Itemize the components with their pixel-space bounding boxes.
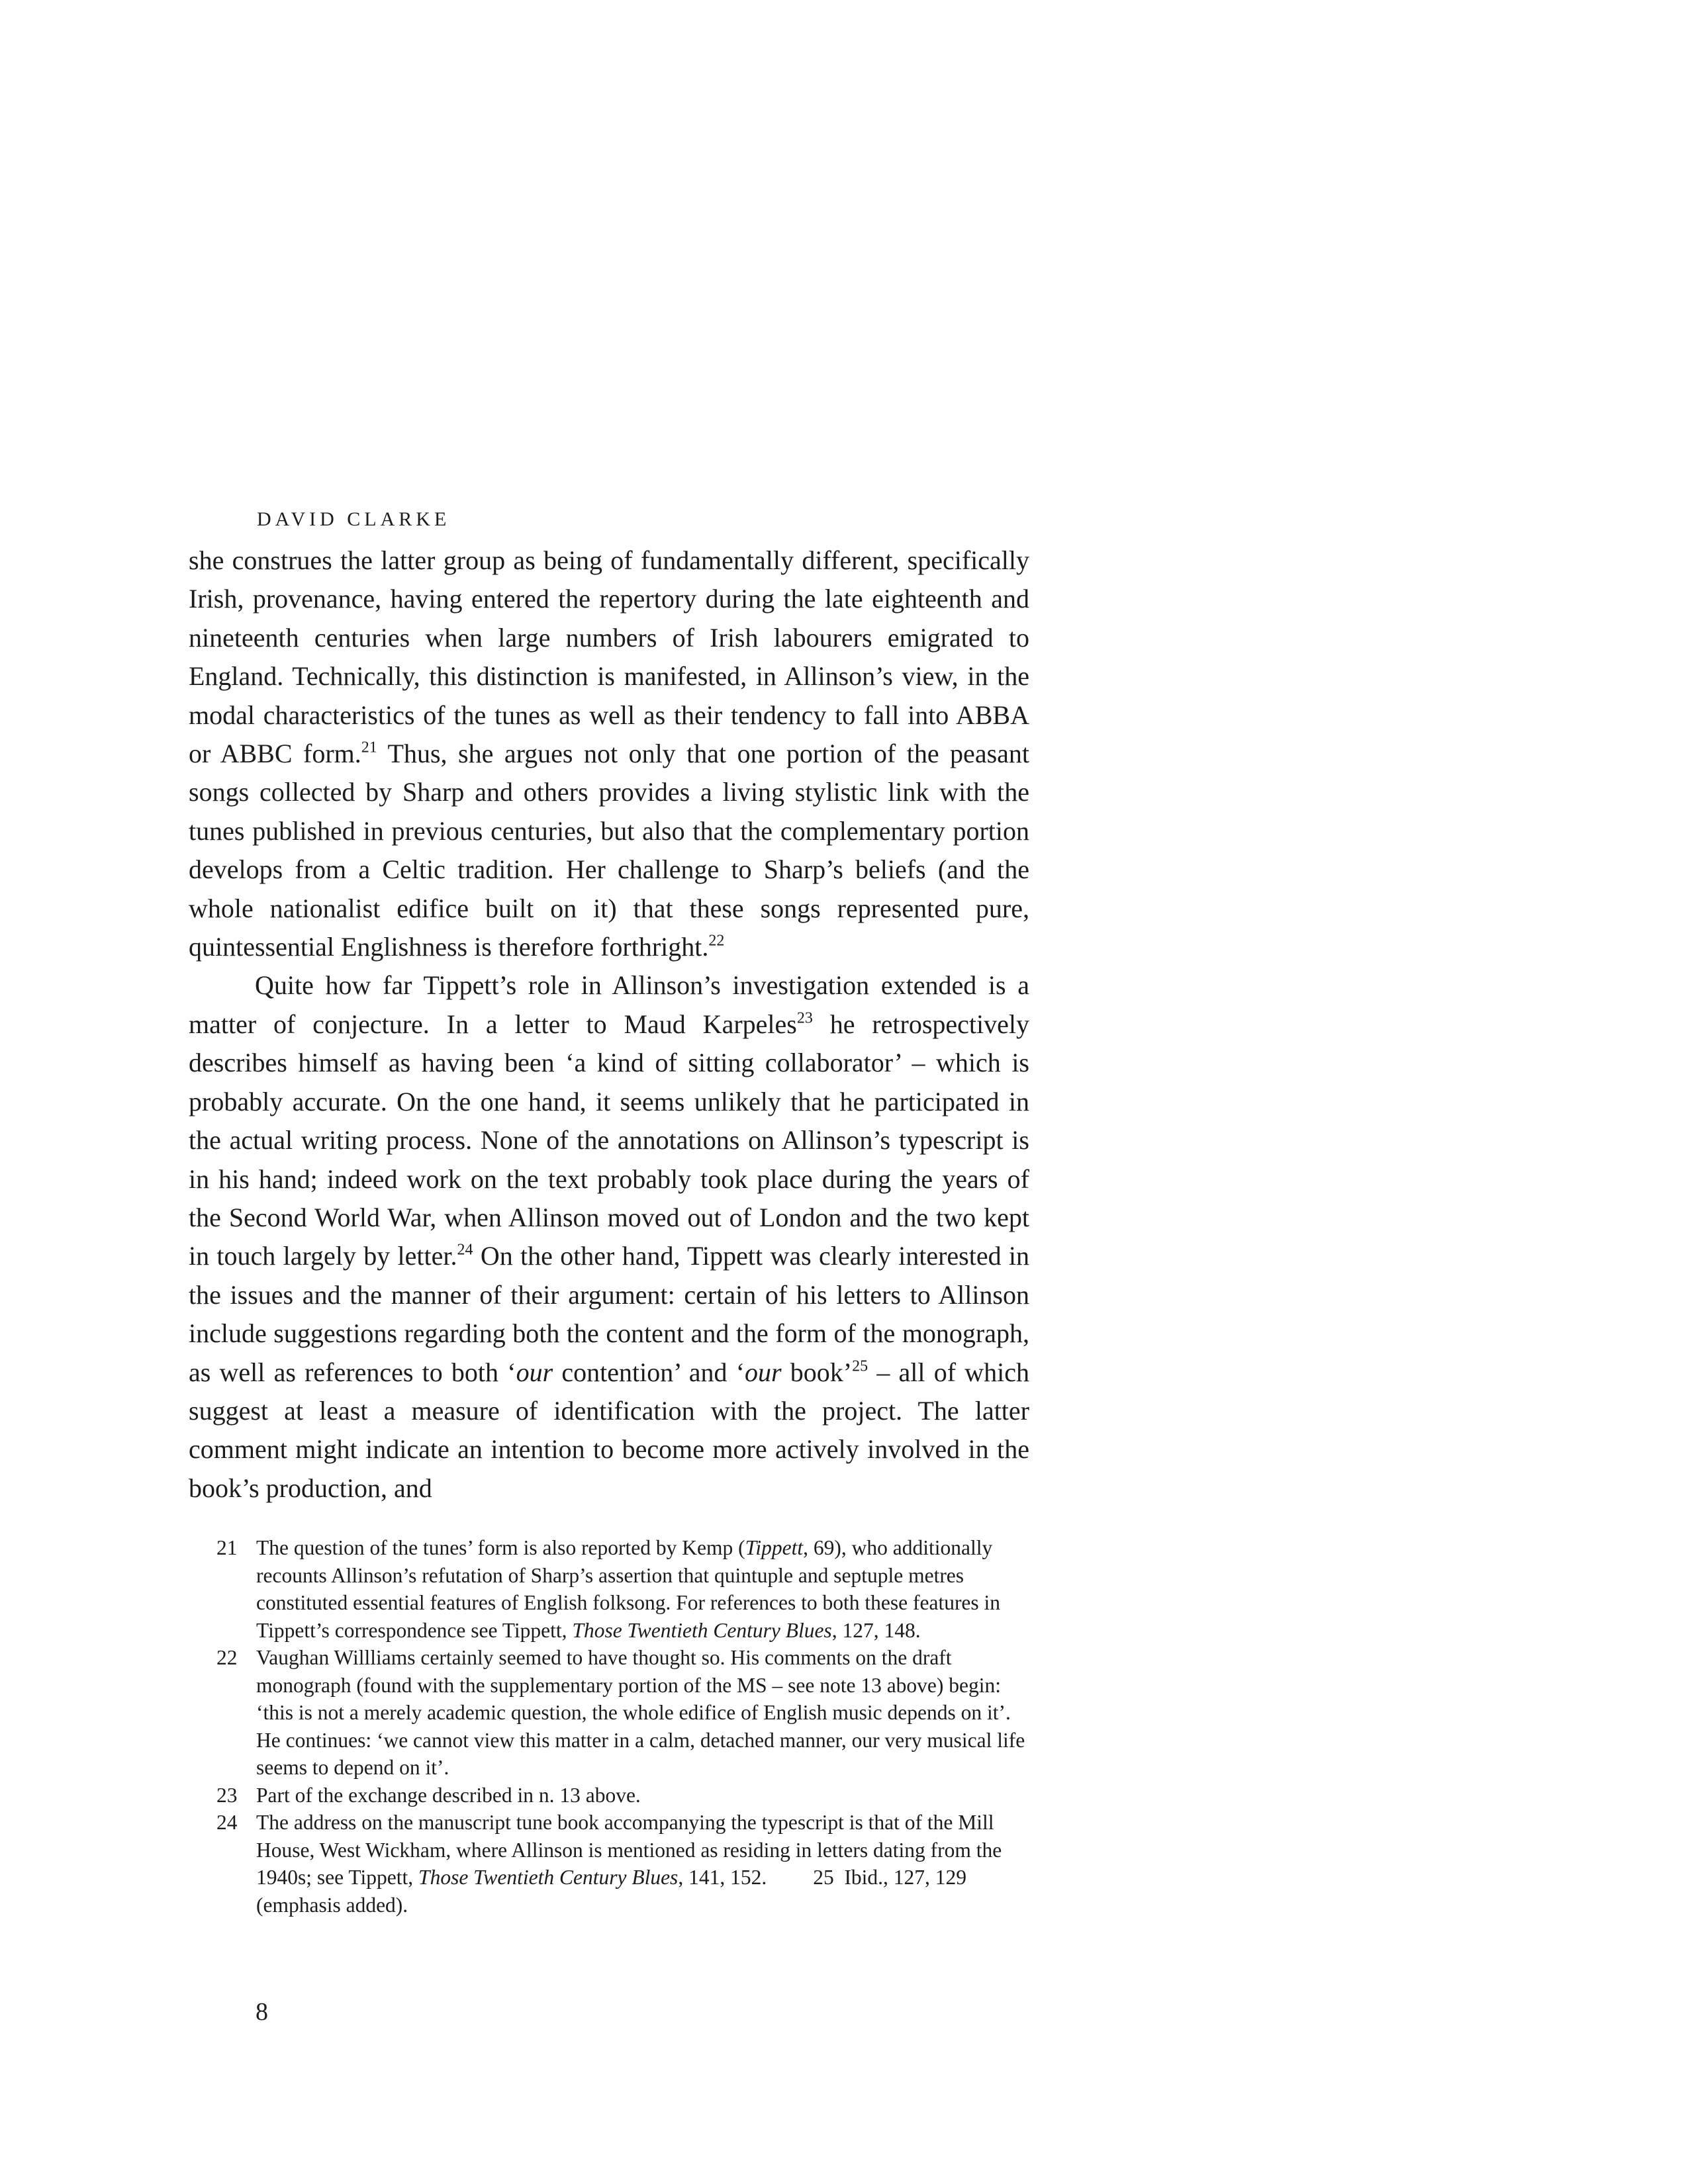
italic-our: our — [516, 1357, 553, 1387]
footnote-ref-23[interactable]: 23 — [796, 1009, 813, 1027]
text-span: , 127, 148. — [831, 1618, 921, 1642]
footnote-ref-24[interactable]: 24 — [457, 1241, 473, 1259]
footnote-text: Part of the exchange described in n. 13 above. — [256, 1783, 641, 1807]
running-head: DAVID CLARKE — [257, 508, 451, 530]
paragraph-2 — [189, 966, 1029, 1508]
text-span: she construes the latter group as being of fundamentally different, specifically Irish, provenance, having entered the repertory during the late eighteenth and nineteenth centuries when large numbers of Irish labourers emigrated to England. Technically, this distinction is manifested, in Allinson’s view, in the modal characteristics of the tunes as well as their tendency to fall into ABBA or ABBC form. — [189, 545, 1029, 769]
text-span: The question of the tunes’ form is also reported by Kemp ( — [256, 1536, 745, 1559]
footnote-22 — [216, 1644, 1031, 1782]
footnote-number: 24 — [216, 1811, 238, 1834]
footnote-24 — [216, 1809, 1031, 1919]
footnote-number: 22 — [216, 1646, 238, 1669]
footnotes — [216, 1534, 1031, 1919]
footnote-text: Ibid., 127, 129 (emphasis added). — [256, 1866, 967, 1917]
text-span: – all of which suggest at least a measure of identification with the project. The latter comment might indicate an intention to become more actively involved in the book’s production, and — [189, 1357, 1029, 1503]
text-span: book’ — [781, 1357, 853, 1387]
footnote-number: 21 — [216, 1536, 238, 1559]
footnote-number: 25 — [813, 1866, 834, 1889]
body-text — [189, 541, 1029, 1508]
text-span: , 69), who additionally recounts Allinson’s refutation of Sharp’s assertion that quintuple and septuple metres constituted essential features of English folksong. For references to both these features in Tippett’s correspondence see Tippett, — [256, 1536, 1001, 1642]
italic-title: Tippett — [745, 1536, 804, 1559]
footnote-number: 23 — [216, 1783, 238, 1807]
italic-our: our — [745, 1357, 782, 1387]
footnote-ref-21[interactable]: 21 — [361, 739, 377, 756]
footnote-text — [256, 1809, 1031, 1919]
text-span: The address on the manuscript tune book accompanying the typescript is that of the Mill House, West Wickham, where Allinson is mentioned as residing in letters dating from the 1940s; see Tippett, — [256, 1811, 1002, 1889]
footnote-21 — [216, 1534, 1031, 1644]
text-span: Quite how far Tippett’s role in Allinson’s investigation extended is a matter of conjecture. In a letter to Maud Karpeles — [189, 970, 1029, 1039]
italic-title: Those Twentieth Century Blues — [418, 1866, 679, 1889]
footnote-23 — [216, 1782, 1031, 1809]
text-span: On the other hand, Tippett was clearly interested in the issues and the manner of their argument: certain of his letters to Allinson include suggestions regarding both the content and the form of the monograph, as well as references to both ‘ — [189, 1241, 1029, 1387]
text-span: , 141, 152. — [678, 1866, 767, 1889]
footnote-text — [256, 1534, 1031, 1644]
page-number: 8 — [256, 1998, 268, 2026]
paragraph-1 — [189, 541, 1029, 966]
text-span: contention’ and ‘ — [553, 1357, 745, 1387]
italic-title: Those Twentieth Century Blues — [572, 1618, 832, 1642]
text-span: Thus, she argues not only that one portion of the peasant songs collected by Sharp and others provides a living stylistic link with the tunes published in previous centuries, but also that the complementary portion develops from a Celtic tradition. Her challenge to Sharp’s beliefs (and the whole nationalist edifice built on it) that these songs represented pure, quintessential Englishness is therefore forthright. — [189, 739, 1029, 962]
text-span: he retrospectively describes himself as having been ‘a kind of sitting collaborator’ – which is probably accurate. On the one hand, it seems unlikely that he participated in the actual writing process. None of the annotations on Allinson’s typescript is in his hand; indeed work on the text probably took place during the years of the Second World War, when Allinson moved out of London and the two kept in touch largely by letter. — [189, 1009, 1029, 1271]
footnote-ref-25[interactable]: 25 — [852, 1357, 868, 1375]
footnote-text: Vaughan Willliams certainly seemed to have thought so. His comments on the draft monograph (found with the supplementary portion of the MS – see note 13 above) begin: ‘this is not a merely academic question, the whole edifice of English music depends on it’. He continues: ‘we cannot view this matter in a calm, detached manner, our very musical life seems to depend on it’. — [256, 1646, 1025, 1779]
footnote-ref-22[interactable]: 22 — [708, 932, 725, 950]
